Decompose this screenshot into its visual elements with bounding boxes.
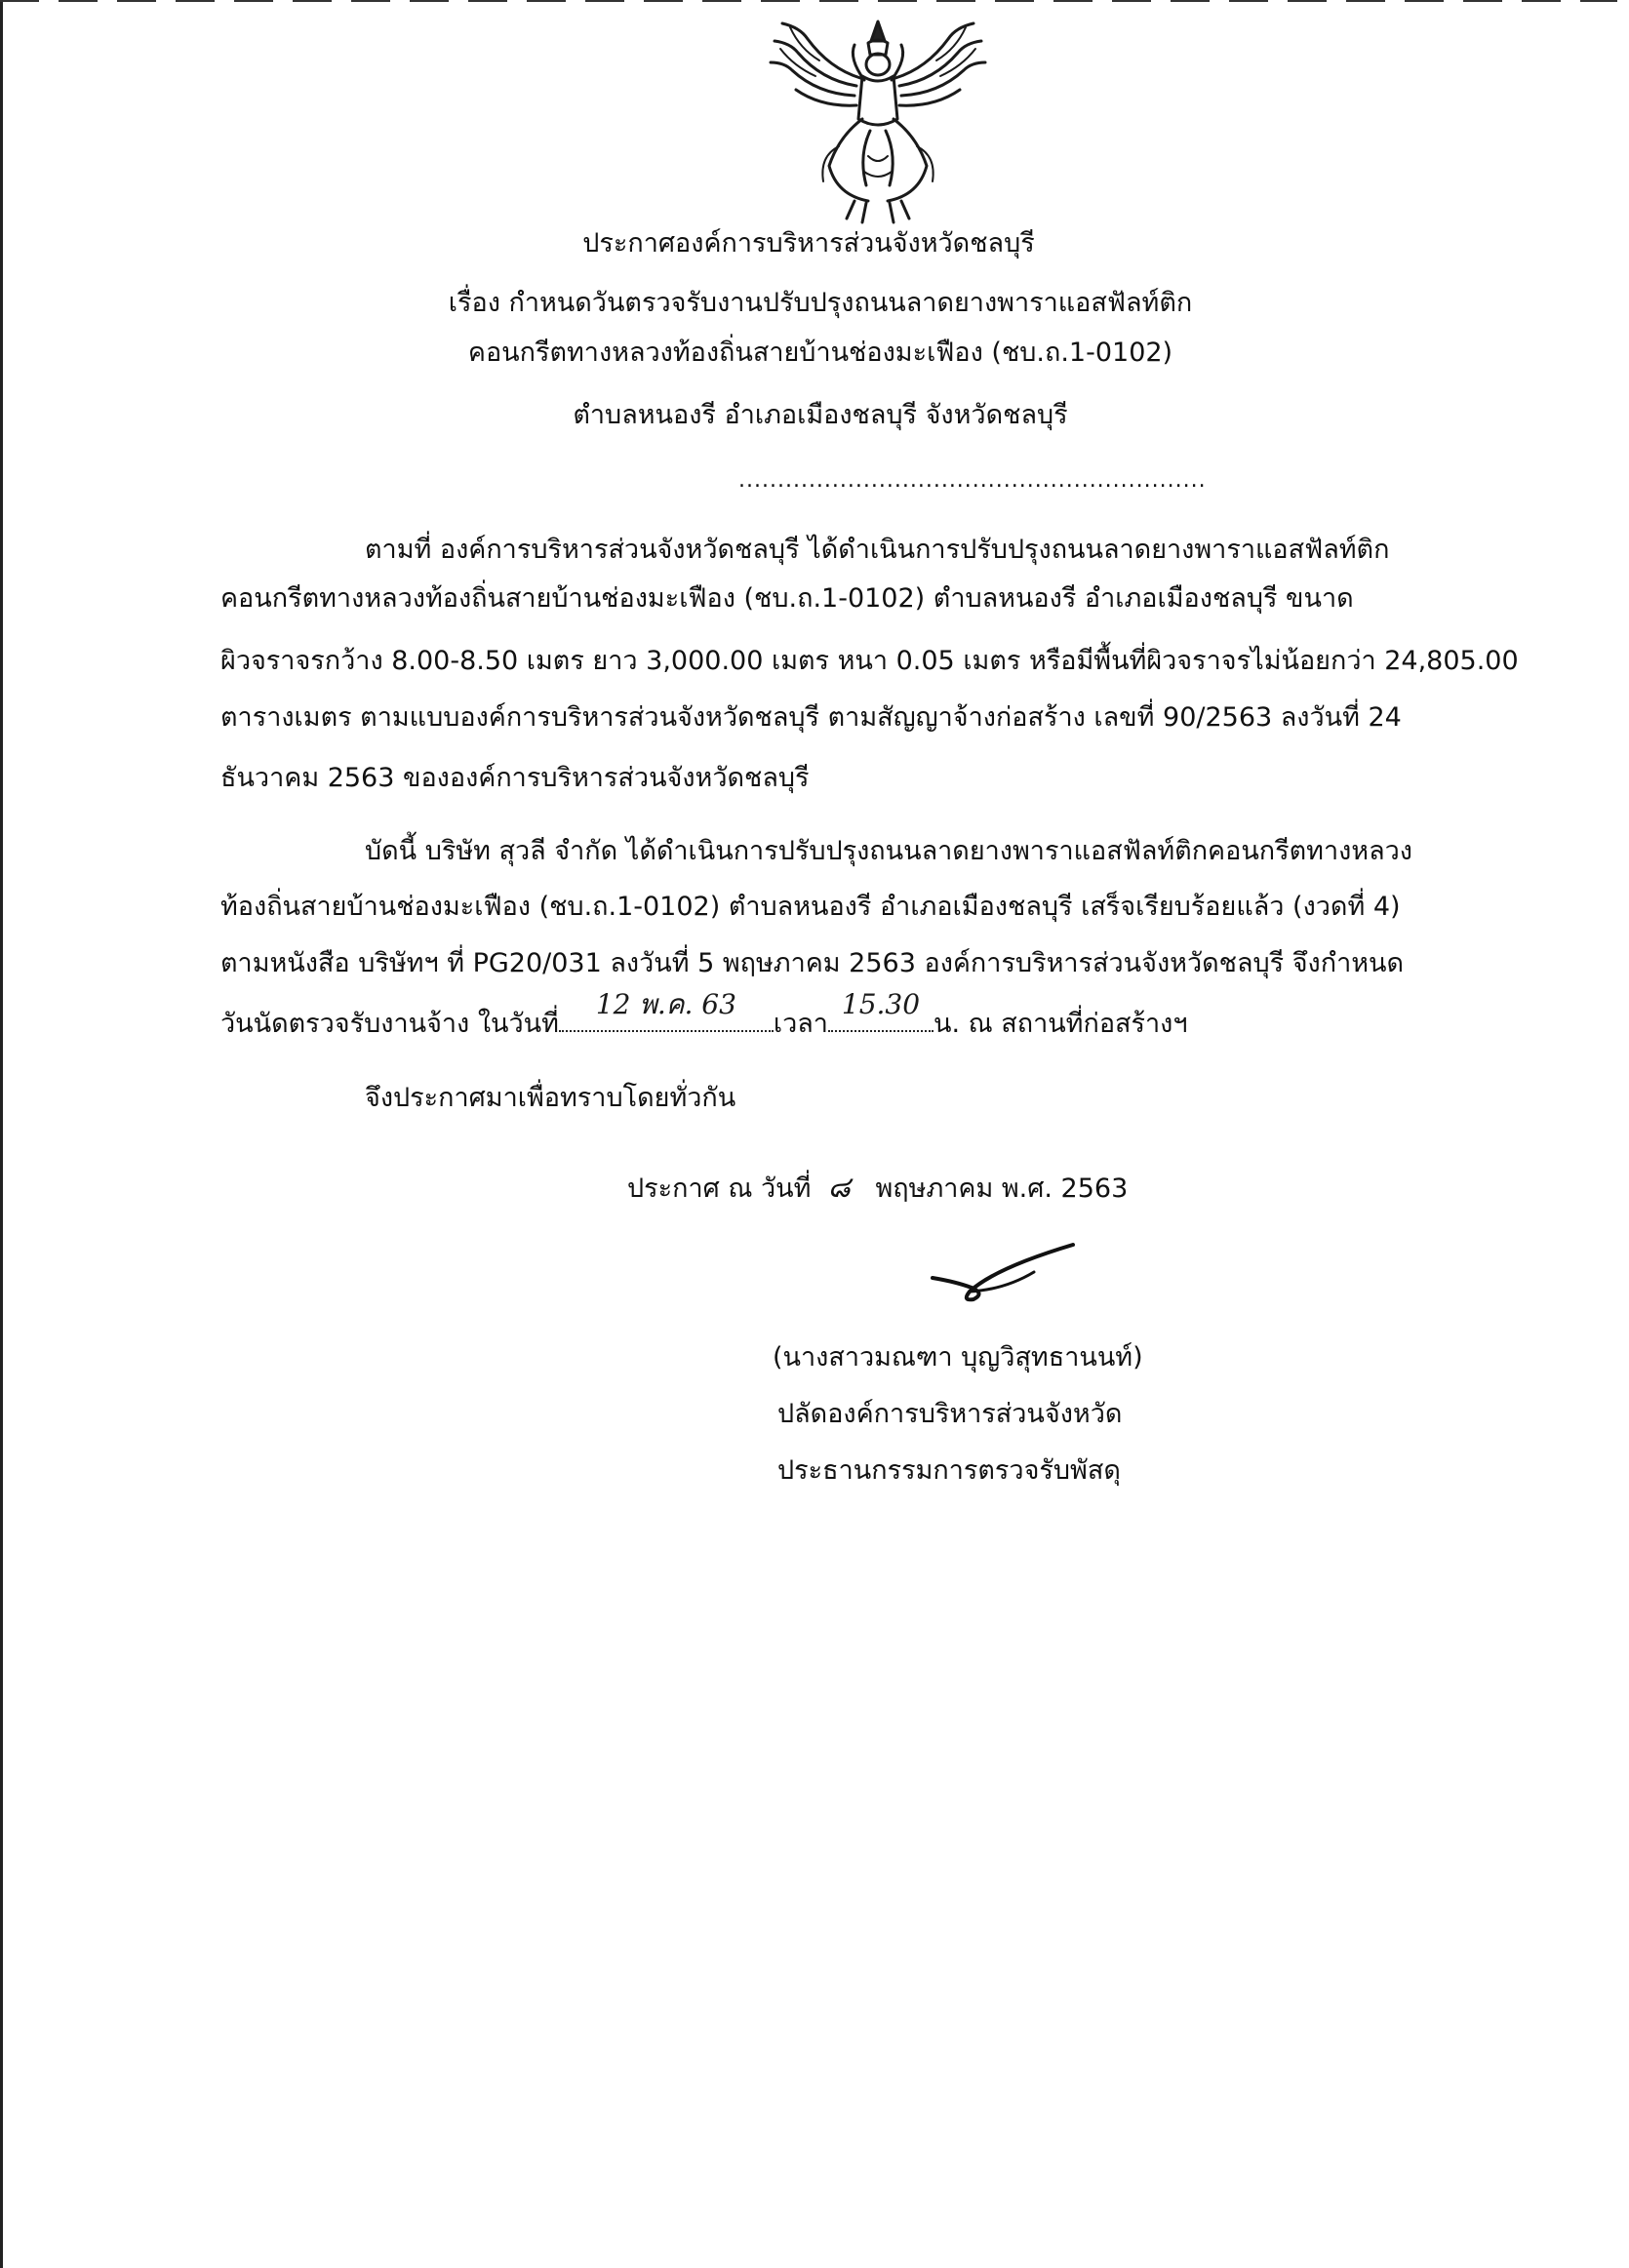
para2-line4 xyxy=(220,988,1450,1042)
scan-border-top xyxy=(0,0,1617,2)
garuda-emblem-icon xyxy=(761,10,995,229)
para2-line1: บัดนี้ บริษัท สุวลี จำกัด ได้ดำเนินการปรับปรุงถนนลาดยางพาราแอสฟัลท์ติกคอนกรีตทางหลวง xyxy=(365,836,1412,866)
signatory-position: ปลัดองค์การบริหารส่วนจังหวัด xyxy=(777,1399,1123,1429)
doc-title: ประกาศองค์การบริหารส่วนจังหวัดชลบุรี xyxy=(582,228,1035,259)
para1-line3: ผิวจราจรกว้าง 8.00-8.50 เมตร ยาว 3,000.00 เมตร หนา 0.05 เมตร หรือมีพื้นที่ผิวจราจรไม่น้อยกว่า 24,805.00 xyxy=(220,646,1519,676)
inspection-date-field xyxy=(559,988,774,1032)
announcement-date-prefix: ประกาศ ณ วันที่ xyxy=(627,1174,812,1204)
signatory-role: ประธานกรรมการตรวจรับพัสดุ xyxy=(777,1455,1121,1486)
para1-line1: ตามที่ องค์การบริหารส่วนจังหวัดชลบุรี ได้ดำเนินการปรับปรุงถนนลาดยางพาราแอสฟัลท์ติก xyxy=(365,535,1390,565)
inspection-time-label: เวลา xyxy=(773,1009,828,1039)
closing-line: จึงประกาศมาเพื่อทราบโดยทั่วกัน xyxy=(365,1083,736,1113)
inspection-time-handwritten: 15.30 xyxy=(841,988,921,1020)
signature-mark xyxy=(927,1239,1083,1307)
para1-line2: คอนกรีตทางหลวงท้องถิ่นสายบ้านช่องมะเฟือง (ชบ.ถ.1-0102) ตำบลหนองรี อำเภอเมืองชลบุรี ขนาด xyxy=(220,583,1354,614)
para2-line2: ท้องถิ่นสายบ้านช่องมะเฟือง (ชบ.ถ.1-0102) ตำบลหนองรี อำเภอเมืองชลบุรี เสร็จเรียบร้อยแล้ว (งวดที่ 4) xyxy=(220,892,1401,922)
para1-line5: ธันวาคม 2563 ขององค์การบริหารส่วนจังหวัดชลบุรี xyxy=(220,763,810,793)
header-separator: ............................................................ xyxy=(738,468,1207,493)
inspection-time-field xyxy=(828,988,934,1032)
para1-line4: ตารางเมตร ตามแบบองค์การบริหารส่วนจังหวัดชลบุรี ตามสัญญาจ้างก่อสร้าง เลขที่ 90/2563 ลงวันที่ 24 xyxy=(220,702,1402,733)
para2-line3: ตามหนังสือ บริษัทฯ ที่ PG20/031 ลงวันที่ 5 พฤษภาคม 2563 องค์การบริหารส่วนจังหวัดชลบุรี จึงกำหนด xyxy=(220,948,1405,978)
announcement-date-suffix: พฤษภาคม พ.ศ. 2563 xyxy=(875,1174,1129,1204)
inspection-place-text: น. ณ สถานที่ก่อสร้างฯ xyxy=(933,1009,1188,1039)
scan-border-left xyxy=(0,0,3,2268)
announcement-day-handwritten: ๘ xyxy=(827,1171,851,1205)
doc-subject-line2: คอนกรีตทางหลวงท้องถิ่นสายบ้านช่องมะเฟือง (ชบ.ถ.1-0102) xyxy=(467,338,1173,368)
signatory-name: (นางสาวมณฑา บุญวิสุทธานนท์) xyxy=(773,1342,1143,1373)
doc-subject: เรื่อง กำหนดวันตรวจรับงานปรับปรุงถนนลาดยางพาราแอสฟัลท์ติก xyxy=(448,288,1193,318)
doc-subject-line3: ตำบลหนองรี อำเภอเมืองชลบุรี จังหวัดชลบุรี xyxy=(573,400,1068,430)
announcement-date xyxy=(627,1171,1128,1207)
inspection-date-label: วันนัดตรวจรับงานจ้าง ในวันที่ xyxy=(220,1009,559,1039)
inspection-date-handwritten: 12 พ.ค. 63 xyxy=(595,988,736,1020)
